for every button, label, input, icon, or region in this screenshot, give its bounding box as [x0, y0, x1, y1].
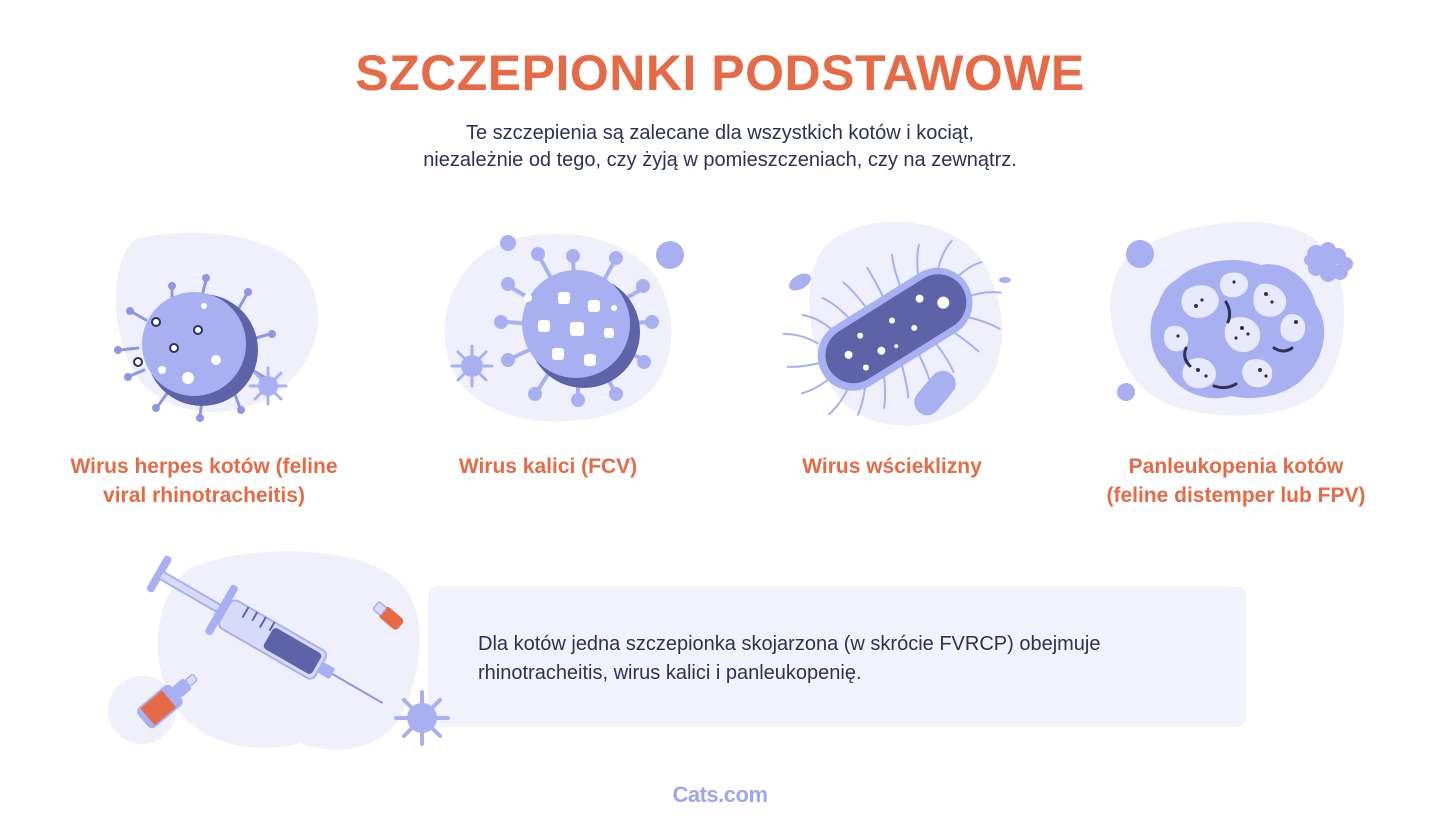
syringe-illustration	[100, 548, 470, 763]
vaccine-label-rabies	[722, 452, 1062, 481]
vaccine-label-herpes-line-2: viral rhinotracheitis)	[103, 484, 305, 507]
cats-com-logo[interactable]: Cats.com	[672, 782, 768, 807]
vaccine-label-panleukopenia-line-1: Panleukopenia kotów	[1128, 455, 1344, 478]
fvrcp-note-line-2: rhinotracheitis, wirus kalici i panleukopenię.	[478, 662, 862, 684]
fvrcp-note-box	[428, 586, 1246, 727]
vaccine-label-calicivirus	[378, 452, 718, 481]
page-title: SZCZEPIONKI PODSTAWOWE	[355, 45, 1085, 101]
vaccine-label-herpes	[34, 452, 374, 510]
rabies-virus-icon	[722, 210, 1062, 440]
vaccine-label-herpes-line-1: Wirus herpes kotów (feline	[70, 455, 338, 478]
vaccine-label-rabies-line-1: Wirus wścieklizny	[802, 455, 982, 478]
vaccine-label-panleukopenia	[1066, 452, 1406, 510]
herpes-virus-icon	[34, 210, 374, 440]
subtitle-line-1: Te szczepienia są zalecane dla wszystkich kotów i kociąt,	[465, 122, 974, 144]
fvrcp-note-line-1: Dla kotów jedna szczepionka skojarzona (w skrócie FVRCP) obejmuje	[478, 633, 1101, 655]
calicivirus-icon	[378, 210, 718, 440]
subtitle-line-2: niezależnie od tego, czy żyją w pomieszczeniach, czy na zewnątrz.	[423, 149, 1017, 171]
panleukopenia-cell-icon	[1066, 210, 1406, 440]
vaccine-label-calicivirus-line-1: Wirus kalici (FCV)	[458, 455, 638, 478]
vaccine-label-panleukopenia-line-2: (feline distemper lub FPV)	[1106, 484, 1366, 507]
fvrcp-note-text	[478, 630, 1238, 688]
page-subtitle	[0, 120, 1440, 174]
